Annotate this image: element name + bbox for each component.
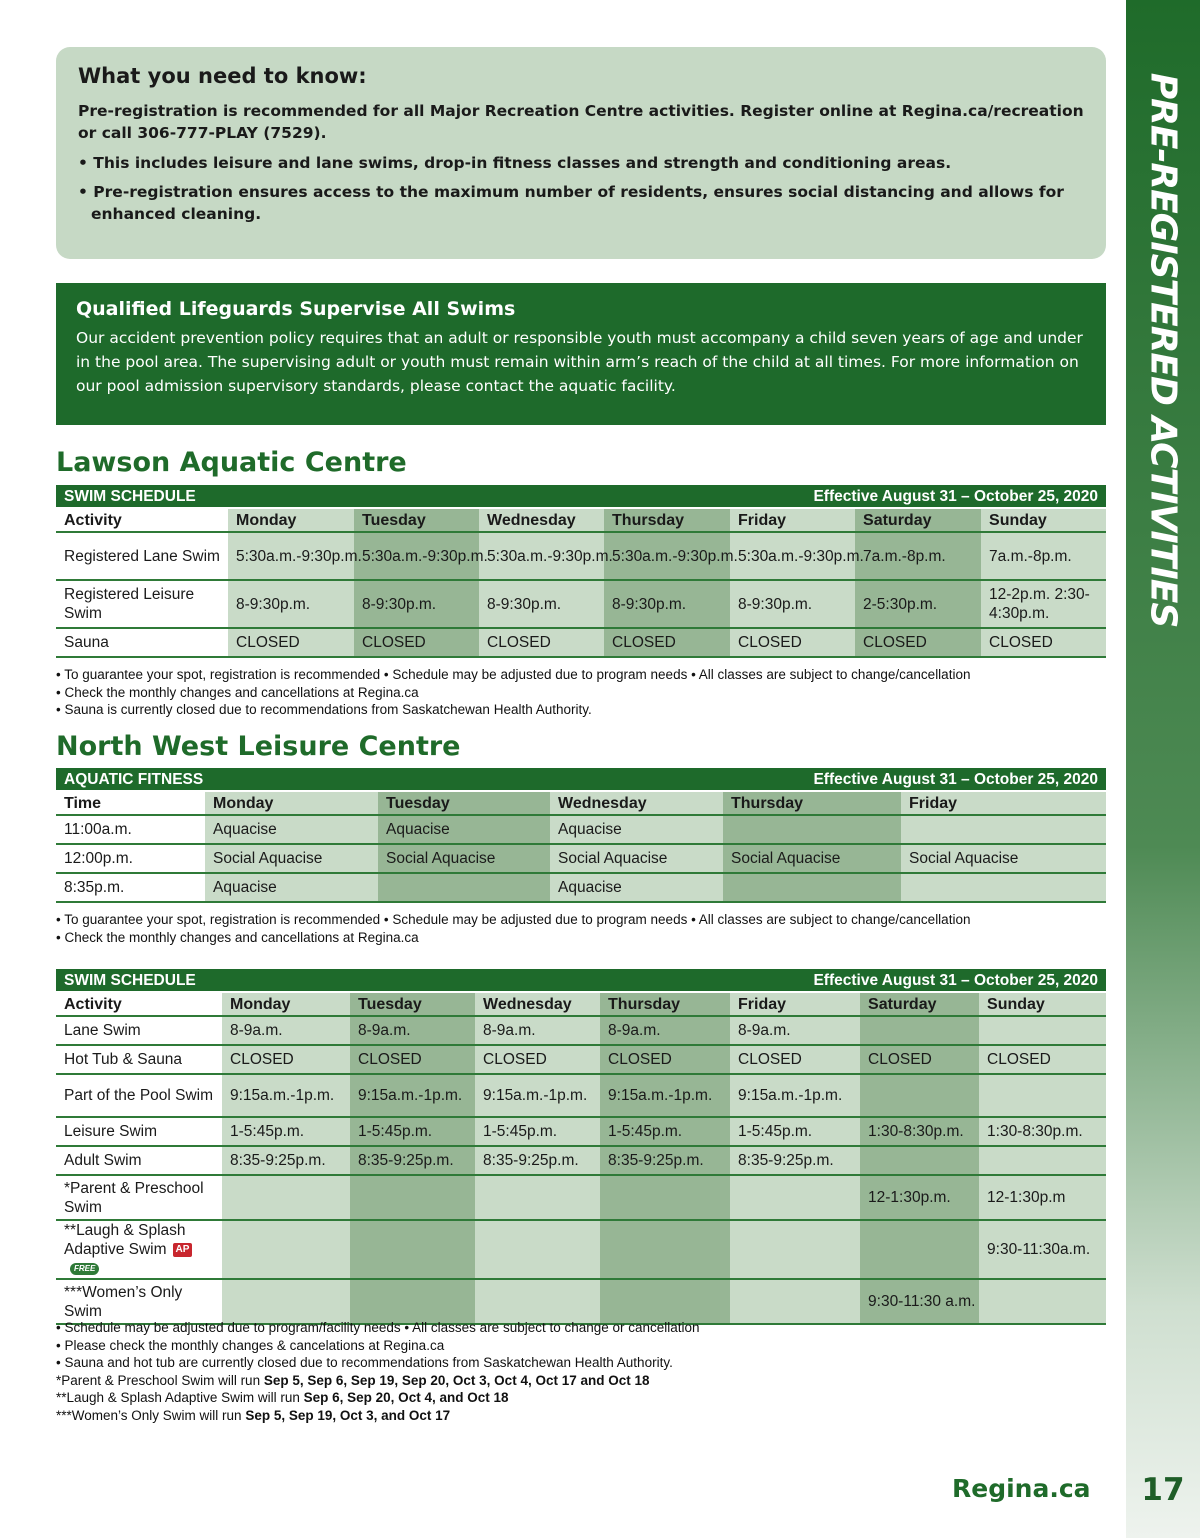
northwest-swim-table (56, 969, 1106, 1325)
cell-text: Social Aquacise (386, 850, 496, 867)
schedule-cell (222, 1045, 350, 1074)
cell-text: 5:30a.m.-9:30p.m. (362, 547, 488, 565)
effective-dates: Effective August 31 – October 25, 2020 (479, 485, 1106, 508)
cell-text: Social Aquacise (731, 850, 841, 867)
table-row (56, 532, 1106, 580)
cell-text: 8:35-9:25p.m. (358, 1152, 454, 1169)
schedule-cell (981, 628, 1106, 657)
know-intro: Pre-registration is recommended for all Major Recreation Centre activities. Register online at Regina.ca/recreation or call 306-777-PLAY (7529). (78, 102, 1084, 142)
schedule-cell (475, 1175, 600, 1220)
table-row (56, 580, 1106, 628)
schedule-cell (979, 1146, 1106, 1175)
cell-text: 1-5:45p.m. (230, 1123, 305, 1140)
cell-text: 8-9a.m. (483, 1022, 536, 1039)
cell-text: Aquacise (386, 821, 450, 838)
fitness-notes (56, 911, 1106, 946)
cell-text: 8:35p.m. (64, 879, 125, 896)
lifeguard-body: Our accident prevention policy requires that an adult or responsible youth must accompany a child seven years of age and under in the pool area. The supervising adult or youth must remain within arm’s reach of the child at all times. For more information on our pool admission supervisory standards, please contact the aquatic facility. (76, 329, 1083, 395)
schedule-cell (222, 1279, 350, 1324)
row-label (56, 815, 205, 844)
cell-text: CLOSED (358, 1051, 422, 1068)
table-row (56, 1175, 1106, 1220)
row-label (56, 1117, 222, 1146)
schedule-cell (855, 532, 981, 580)
col-header: Tuesday (354, 508, 479, 532)
schedule-cell (604, 580, 730, 628)
schedule-cell (354, 628, 479, 657)
schedule-cell (550, 873, 723, 902)
row-label (56, 873, 205, 902)
cell-text: 1:30-8:30p.m. (868, 1123, 964, 1140)
footnote-dates: Sep 5, Sep 19, Oct 3, and Oct 17 (245, 1407, 451, 1423)
schedule-cell (860, 1175, 979, 1220)
schedule-cell (222, 1175, 350, 1220)
cell-text: Aquacise (558, 821, 622, 838)
col-header: Friday (901, 791, 1106, 815)
schedule-cell (979, 1016, 1106, 1045)
footnote-text: **Laugh & Splash Adaptive Swim will run (56, 1390, 304, 1405)
schedule-cell (205, 873, 378, 902)
cell-text: CLOSED (362, 634, 426, 651)
table-row (56, 1016, 1106, 1045)
col-header: Wednesday (550, 791, 723, 815)
note-line: • To guarantee your spot, registration is recommended • Schedule may be adjusted due to program needs • All classes are subject to change/cancellation (56, 667, 971, 682)
cell-text: Aquacise (213, 821, 277, 838)
cell-text: CLOSED (989, 634, 1053, 651)
cell-text: 9:15a.m.-1p.m. (230, 1087, 335, 1104)
schedule-cell (730, 1175, 860, 1220)
cell-text: Registered Leisure Swim (64, 586, 195, 622)
cell-text: 8-9a.m. (608, 1022, 661, 1039)
col-header: Saturday (855, 508, 981, 532)
cell-text: 1-5:45p.m. (358, 1123, 433, 1140)
schedule-cell (228, 532, 362, 580)
table-row (56, 628, 1106, 657)
schedule-cell (979, 1279, 1106, 1324)
note-line: • Schedule may be adjusted due to program/facility needs • All classes are subject to change or cancellation (56, 1320, 700, 1335)
schedule-cell (979, 1117, 1106, 1146)
cell-text: CLOSED (487, 634, 551, 651)
row-label (56, 1146, 222, 1175)
col-header: Wednesday (475, 992, 600, 1016)
schedule-cell (730, 1074, 860, 1117)
free-badge-icon: FREE (70, 1263, 99, 1275)
col-header: Friday (730, 508, 855, 532)
cell-text: Lane Swim (64, 1022, 141, 1039)
cell-text: 8-9:30p.m. (362, 595, 437, 613)
table-row (56, 815, 1106, 844)
cell-text: Part of the Pool Swim (64, 1087, 214, 1104)
table-row (56, 1146, 1106, 1175)
schedule-cell (354, 532, 488, 580)
schedule-cell (979, 1220, 1106, 1279)
table-row (56, 844, 1106, 873)
col-header: Saturday (860, 992, 979, 1016)
cell-text: 8:35-9:25p.m. (608, 1152, 704, 1169)
cell-text: 8-9a.m. (358, 1022, 411, 1039)
note-line: • To guarantee your spot, registration is recommended • Schedule may be adjusted due to program needs • All classes are subject to change/cancellation (56, 912, 971, 927)
col-header: Time (56, 791, 205, 815)
col-header: Monday (205, 791, 378, 815)
cell-text: 8:35-9:25p.m. (230, 1152, 326, 1169)
site-link[interactable]: Regina.ca (952, 1474, 1091, 1503)
col-header: Thursday (723, 791, 901, 815)
cell-text: Aquacise (558, 879, 622, 896)
schedule-cell (855, 628, 981, 657)
schedule-cell (723, 815, 901, 844)
cell-text: 9:30-11:30a.m. (987, 1241, 1091, 1258)
section-title-vertical: PRE-REGISTERED ACTIVITIES (1142, 72, 1184, 628)
cell-text: CLOSED (483, 1051, 547, 1068)
schedule-cell (378, 844, 550, 873)
schedule-cell (550, 815, 723, 844)
col-header: Sunday (981, 508, 1106, 532)
cell-text: 8-9:30p.m. (612, 595, 687, 613)
schedule-cell (979, 1074, 1106, 1117)
schedule-cell (604, 532, 738, 580)
schedule-cell (475, 1146, 600, 1175)
row-label (56, 532, 228, 580)
table-row (56, 1117, 1106, 1146)
cell-text: Leisure Swim (64, 1123, 158, 1140)
cell-text: 12-1:30p.m (987, 1189, 1066, 1206)
schedule-cell (860, 1220, 979, 1279)
footnote-line (56, 1407, 1106, 1425)
schedule-cell (860, 1146, 979, 1175)
row-label (56, 1175, 222, 1220)
table-title-bar (56, 969, 1106, 992)
cell-text: 9:30-11:30 a.m. (868, 1293, 976, 1310)
schedule-cell (730, 580, 855, 628)
table-title-bar (56, 768, 1106, 791)
schedule-cell (378, 873, 550, 902)
schedule-cell (730, 628, 855, 657)
row-label (56, 1016, 222, 1045)
schedule-cell (479, 628, 604, 657)
cell-text: Social Aquacise (909, 850, 1019, 867)
schedule-cell (730, 1045, 860, 1074)
schedule-cell (205, 815, 378, 844)
cell-text: 9:15a.m.-1p.m. (483, 1087, 588, 1104)
schedule-cell (604, 628, 730, 657)
schedule-cell (981, 532, 1106, 580)
know-bullet: • Pre-registration ensures access to the maximum number of residents, ensures social distancing and allows for enhanced cleaning. (78, 183, 1064, 223)
schedule-cell (600, 1074, 730, 1117)
schedule-cell (228, 628, 354, 657)
col-header: Tuesday (378, 791, 550, 815)
header-row (56, 791, 1106, 815)
note-line: • Check the monthly changes and cancellations at Regina.ca (56, 929, 419, 945)
schedule-cell (350, 1016, 475, 1045)
note-line: • Sauna and hot tub are currently closed due to recommendations from Saskatchewan Health Authority. (56, 1355, 673, 1370)
cell-text: 8-9a.m. (738, 1022, 791, 1039)
table-row (56, 1074, 1106, 1117)
schedule-cell (979, 1175, 1106, 1220)
know-bullets (78, 152, 1084, 225)
page-number: 17 (1141, 1472, 1185, 1508)
schedule-cell (350, 1146, 475, 1175)
cell-text: 5:30a.m.-9:30p.m. (236, 547, 362, 565)
cell-text: 8-9a.m. (230, 1022, 283, 1039)
cell-text: CLOSED (863, 634, 927, 651)
header-row (56, 992, 1106, 1016)
schedule-cell (979, 1045, 1106, 1074)
cell-text: CLOSED (230, 1051, 294, 1068)
schedule-cell (222, 1016, 350, 1045)
schedule-cell (205, 844, 378, 873)
cell-text: 9:15a.m.-1p.m. (608, 1087, 713, 1104)
cell-text: CLOSED (236, 634, 300, 651)
schedule-cell (222, 1074, 350, 1117)
cell-text: Registered Lane Swim (64, 547, 220, 565)
schedule-cell (901, 815, 1106, 844)
col-header: Tuesday (350, 992, 475, 1016)
schedule-cell (222, 1220, 350, 1279)
cell-text: 2-5:30p.m. (863, 595, 938, 613)
lawson-notes (56, 666, 1106, 719)
table-row (56, 873, 1106, 902)
cell-text: **Laugh & Splash Adaptive Swim (64, 1222, 186, 1258)
footnote-dates: Sep 6, Sep 20, Oct 4, and Oct 18 (303, 1390, 509, 1405)
col-header: Monday (222, 992, 350, 1016)
schedule-cell (600, 1175, 730, 1220)
row-label (56, 844, 205, 873)
schedule-cell (350, 1220, 475, 1279)
cell-text: *Parent & Preschool Swim (64, 1179, 204, 1216)
schedule-cell (475, 1074, 600, 1117)
lawson-swim-table (56, 485, 1106, 658)
cell-text: 8:35-9:25p.m. (483, 1152, 579, 1169)
col-header: Sunday (979, 992, 1106, 1016)
schedule-cell (475, 1045, 600, 1074)
cell-text: 5:30a.m.-9:30p.m. (487, 547, 613, 565)
schedule-cell (723, 873, 901, 902)
schedule-cell (222, 1146, 350, 1175)
cell-text: CLOSED (738, 1051, 802, 1068)
note-line: • Check the monthly changes and cancellations at Regina.ca (56, 684, 419, 700)
cell-text: 8-9:30p.m. (738, 595, 813, 613)
col-header: Friday (730, 992, 860, 1016)
table-title-bar (56, 485, 1106, 508)
schedule-cell (730, 1117, 860, 1146)
table-bar-label: SWIM SCHEDULE (56, 969, 475, 992)
lawson-title: Lawson Aquatic Centre (56, 447, 407, 478)
schedule-cell (860, 1117, 979, 1146)
table-row (56, 1279, 1106, 1324)
cell-text: 7a.m.-8p.m. (989, 547, 1072, 565)
schedule-cell (475, 1016, 600, 1045)
table-bar-label: AQUATIC FITNESS (56, 768, 378, 791)
schedule-cell (600, 1045, 730, 1074)
cell-text: 8:35-9:25p.m. (738, 1152, 834, 1169)
col-header: Activity (56, 508, 228, 532)
note-line: • Please check the monthly changes & cancelations at Regina.ca (56, 1337, 445, 1353)
note-line: • Sauna is currently closed due to recommendations from Saskatchewan Health Authority. (56, 702, 592, 717)
schedule-cell (222, 1117, 350, 1146)
cell-text: 12-1:30p.m. (868, 1189, 951, 1206)
cell-text: CLOSED (987, 1051, 1051, 1068)
cell-text: Social Aquacise (213, 850, 323, 867)
table-row (56, 1220, 1106, 1279)
schedule-cell (860, 1045, 979, 1074)
header-row (56, 508, 1106, 532)
schedule-cell (600, 1220, 730, 1279)
schedule-cell (475, 1117, 600, 1146)
cell-text: Aquacise (213, 879, 277, 896)
cell-text: 1-5:45p.m. (483, 1123, 558, 1140)
schedule-cell (730, 1279, 860, 1324)
col-header: Activity (56, 992, 222, 1016)
cell-text: 8-9:30p.m. (236, 595, 311, 613)
cell-text: 12:00p.m. (64, 850, 133, 867)
col-header: Thursday (600, 992, 730, 1016)
schedule-cell (860, 1279, 979, 1324)
schedule-cell (730, 1220, 860, 1279)
footnote-dates: Sep 5, Sep 6, Sep 19, Sep 20, Oct 3, Oct 4, Oct 17 and Oct 18 (263, 1372, 650, 1388)
schedule-cell (730, 1016, 860, 1045)
row-label (56, 1220, 222, 1279)
schedule-cell (730, 532, 864, 580)
know-bullet: • This includes leisure and lane swims, drop-in fitness classes and strength and conditioning areas. (78, 154, 952, 172)
row-label (56, 628, 228, 657)
know-box (56, 47, 1106, 259)
cell-text: CLOSED (738, 634, 802, 651)
schedule-cell (479, 532, 613, 580)
cell-text: 12-2p.m. 2:30-4:30p.m. (989, 586, 1090, 622)
schedule-cell (860, 1016, 979, 1045)
footnote-line (56, 1389, 1106, 1407)
schedule-cell (550, 844, 723, 873)
cell-text: CLOSED (868, 1051, 932, 1068)
row-label (56, 1045, 222, 1074)
swim-notes (56, 1319, 1106, 1424)
schedule-cell (354, 580, 479, 628)
row-label (56, 580, 228, 628)
northwest-title: North West Leisure Centre (56, 731, 461, 762)
schedule-cell (475, 1279, 600, 1324)
cell-text: Hot Tub & Sauna (64, 1051, 183, 1068)
schedule-cell (901, 873, 1106, 902)
schedule-cell (860, 1074, 979, 1117)
cell-text: 5:30a.m.-9:30p.m. (612, 547, 738, 565)
ap-badge-icon: AP (173, 1243, 193, 1257)
schedule-cell (723, 844, 901, 873)
footnote-line (56, 1372, 1106, 1390)
schedule-cell (350, 1175, 475, 1220)
cell-text: ***Women’s Only Swim (64, 1283, 183, 1320)
know-title: What you need to know: (78, 64, 367, 88)
schedule-cell (479, 580, 604, 628)
schedule-cell (901, 844, 1106, 873)
schedule-cell (855, 580, 981, 628)
schedule-cell (475, 1220, 600, 1279)
schedule-cell (600, 1279, 730, 1324)
schedule-cell (350, 1045, 475, 1074)
table-row (56, 1045, 1106, 1074)
cell-text: 1:30-8:30p.m. (987, 1123, 1083, 1140)
effective-dates: Effective August 31 – October 25, 2020 (475, 969, 1106, 992)
schedule-cell (350, 1117, 475, 1146)
cell-text: CLOSED (608, 1051, 672, 1068)
table-bar-label: SWIM SCHEDULE (56, 485, 479, 508)
cell-text: 1-5:45p.m. (738, 1123, 813, 1140)
schedule-cell (600, 1117, 730, 1146)
col-header: Monday (228, 508, 354, 532)
cell-text: 11:00a.m. (64, 821, 132, 838)
cell-text: 9:15a.m.-1p.m. (358, 1087, 463, 1104)
col-header: Thursday (604, 508, 730, 532)
schedule-cell (981, 580, 1106, 628)
effective-dates: Effective August 31 – October 25, 2020 (378, 768, 1106, 791)
cell-text: 7a.m.-8p.m. (863, 547, 946, 565)
cell-text: Social Aquacise (558, 850, 668, 867)
cell-text: CLOSED (612, 634, 676, 651)
cell-text: 5:30a.m.-9:30p.m. (738, 547, 864, 565)
schedule-cell (730, 1146, 860, 1175)
schedule-cell (350, 1279, 475, 1324)
lifeguard-title: Qualified Lifeguards Supervise All Swims (76, 298, 516, 320)
cell-text: 9:15a.m.-1p.m. (738, 1087, 843, 1104)
row-label (56, 1279, 222, 1324)
cell-text: Sauna (64, 634, 109, 651)
schedule-cell (378, 815, 550, 844)
footnote-text: *Parent & Preschool Swim will run (56, 1372, 264, 1388)
cell-text: 8-9:30p.m. (487, 595, 562, 613)
schedule-cell (600, 1146, 730, 1175)
schedule-cell (350, 1074, 475, 1117)
row-label (56, 1074, 222, 1117)
cell-text: 1-5:45p.m. (608, 1123, 683, 1140)
col-header: Wednesday (479, 508, 604, 532)
footnote-text: ***Women’s Only Swim will run (56, 1407, 246, 1423)
lifeguard-box (56, 283, 1106, 425)
aquatic-fitness-table (56, 768, 1106, 903)
schedule-cell (228, 580, 354, 628)
cell-text: Adult Swim (64, 1152, 142, 1169)
schedule-cell (600, 1016, 730, 1045)
